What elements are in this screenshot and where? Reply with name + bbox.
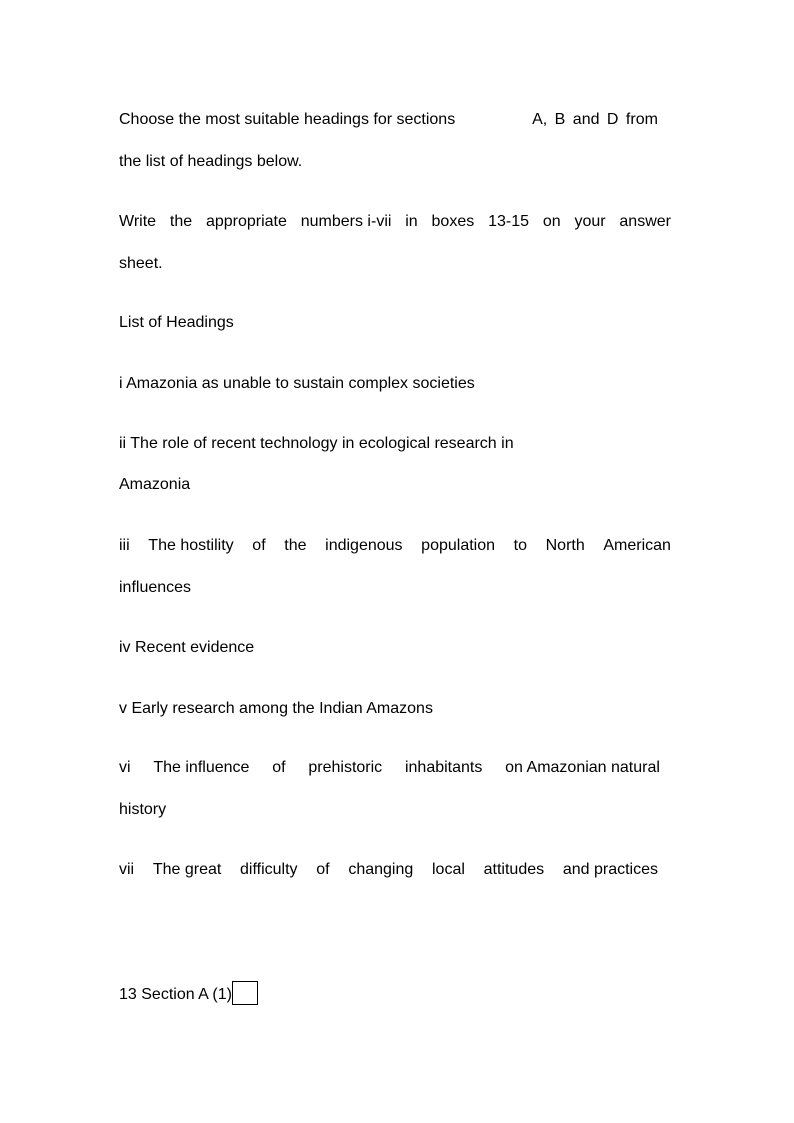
heading-vii	[119, 860, 658, 880]
heading-word: of	[316, 861, 330, 878]
instruction-line-3	[119, 212, 671, 232]
heading-word: American	[603, 537, 671, 554]
heading-word: inhabitants	[404, 759, 483, 776]
question-label: 13 Section A (1)	[119, 986, 232, 1003]
instruction-word: appropriate	[205, 213, 287, 230]
heading-word: difficulty	[240, 861, 298, 878]
heading-word: North	[545, 537, 585, 554]
instruction-word: boxes	[431, 213, 475, 230]
heading-word: vii	[119, 861, 135, 878]
heading-word: changing	[348, 861, 414, 878]
instruction-word: numbers i-vii	[300, 213, 392, 230]
instruction-text: Choose the most suitable headings for sections	[119, 111, 456, 128]
heading-word: to	[513, 537, 527, 554]
instruction-line-1	[119, 110, 658, 130]
sections-list: A, B and D from	[532, 111, 658, 128]
question-13	[119, 981, 258, 1005]
heading-word: local	[432, 861, 465, 878]
heading-ii-line-2: Amazonia	[119, 476, 191, 493]
heading-word: The influence	[153, 759, 250, 776]
heading-vi-line-2: history	[119, 801, 167, 818]
instruction-line-2: the list of headings below.	[119, 153, 303, 170]
heading-word: and practices	[562, 861, 658, 878]
heading-word: of	[272, 759, 286, 776]
instruction-word: your	[574, 213, 606, 230]
instruction-word: answer	[619, 213, 671, 230]
heading-iii-line-2: influences	[119, 579, 192, 596]
heading-word: indigenous	[325, 537, 403, 554]
instruction-word: 13-15	[488, 213, 529, 230]
heading-iv: iv Recent evidence	[119, 639, 255, 656]
heading-word: on Amazonian natural	[505, 759, 660, 776]
answer-box[interactable]	[232, 981, 258, 1005]
heading-word: The hostility	[148, 537, 234, 554]
heading-word: vi	[119, 759, 131, 776]
heading-word: iii	[119, 537, 130, 554]
heading-word: the	[284, 537, 307, 554]
instruction-word: in	[405, 213, 418, 230]
list-title: List of Headings	[119, 314, 234, 331]
heading-word: The great	[152, 861, 222, 878]
heading-v: v Early research among the Indian Amazons	[119, 700, 433, 717]
heading-word: attitudes	[483, 861, 545, 878]
instruction-word: on	[542, 213, 561, 230]
instruction-word: the	[169, 213, 193, 230]
heading-word: prehistoric	[308, 759, 383, 776]
instruction-word: Write	[119, 213, 157, 230]
heading-word: of	[252, 537, 266, 554]
heading-ii-line-1: ii The role of recent technology in ecological research in	[119, 435, 514, 452]
heading-word: population	[421, 537, 496, 554]
instruction-line-4: sheet.	[119, 255, 163, 272]
heading-iii-line-1	[119, 536, 671, 556]
heading-vi-line-1	[119, 758, 660, 778]
heading-i: i Amazonia as unable to sustain complex societies	[119, 375, 475, 392]
